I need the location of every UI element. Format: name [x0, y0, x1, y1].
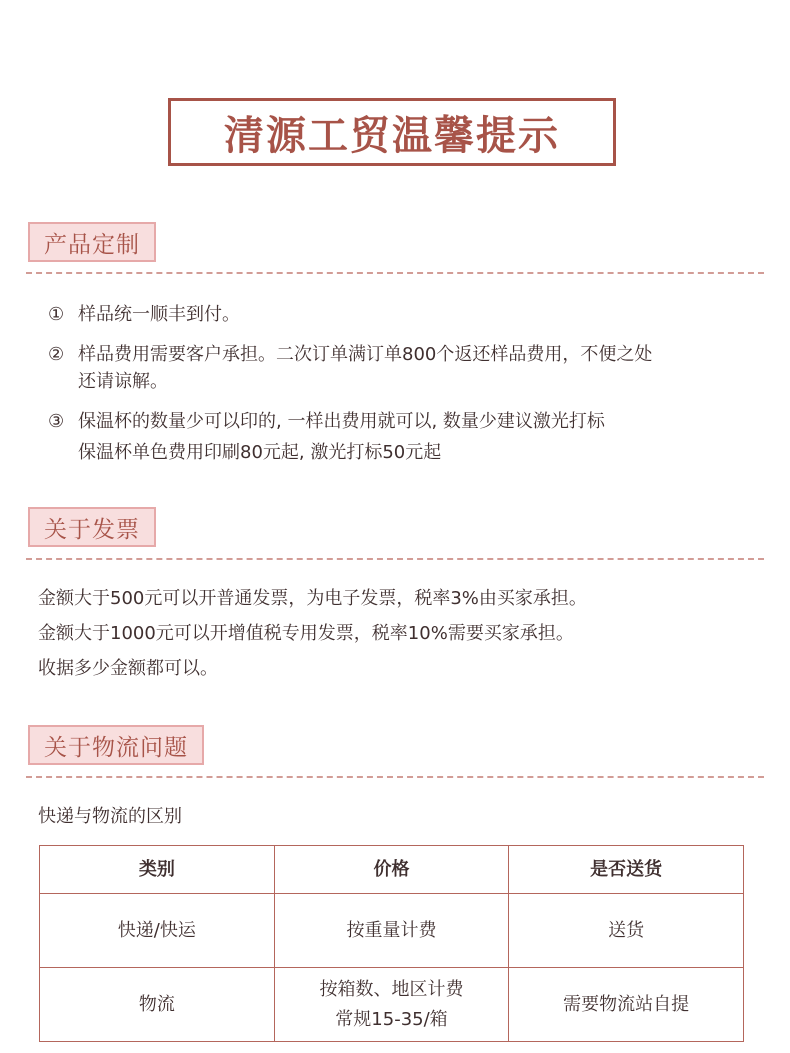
page-title-box: [168, 98, 616, 166]
list-item: ② 样品费用需要客户承担。二次订单满订单800个返还样品费用，不便之处: [48, 344, 653, 365]
invoice-line: 收据多少金额都可以。: [38, 658, 218, 679]
table-cell: 送货: [509, 894, 744, 968]
invoice-line: 金额大于1000元可以开增值税专用发票，税率10%需要买家承担。: [38, 623, 574, 644]
section-heading-invoice: 关于发票: [28, 507, 156, 547]
table-header-row: [40, 846, 744, 894]
divider: [26, 272, 764, 274]
page-title: 清源工贸温馨提示: [224, 112, 560, 159]
invoice-line: 金额大于500元可以开普通发票，为电子发票，税率3%由买家承担。: [38, 588, 587, 609]
table-cell: 物流: [40, 968, 275, 1042]
table-row: [40, 894, 744, 968]
table-header-cell: 价格: [274, 846, 509, 894]
table-cell: 按重量计费: [274, 894, 509, 968]
table-cell: 快递/快运: [40, 894, 275, 968]
table-row: [40, 968, 744, 1042]
divider: [26, 776, 764, 778]
logistics-subtitle: 快递与物流的区别: [38, 806, 182, 827]
list-item-continuation: 还请谅解。: [78, 371, 168, 392]
table-cell: 需要物流站自提: [509, 968, 744, 1042]
list-item-continuation: 保温杯单色费用印刷80元起, 激光打标50元起: [78, 442, 442, 463]
table-cell: 按箱数、地区计费 常规15-35/箱: [274, 968, 509, 1042]
table-header-cell: 是否送货: [509, 846, 744, 894]
logistics-table: [39, 845, 744, 1042]
section-heading-customization: 产品定制: [28, 222, 156, 262]
section-heading-logistics: 关于物流问题: [28, 725, 204, 765]
list-item: ① 样品统一顺丰到付。: [48, 304, 240, 325]
list-item: ③ 保温杯的数量少可以印的, 一样出费用就可以, 数量少建议激光打标: [48, 411, 605, 432]
divider: [26, 558, 764, 560]
table-header-cell: 类别: [40, 846, 275, 894]
